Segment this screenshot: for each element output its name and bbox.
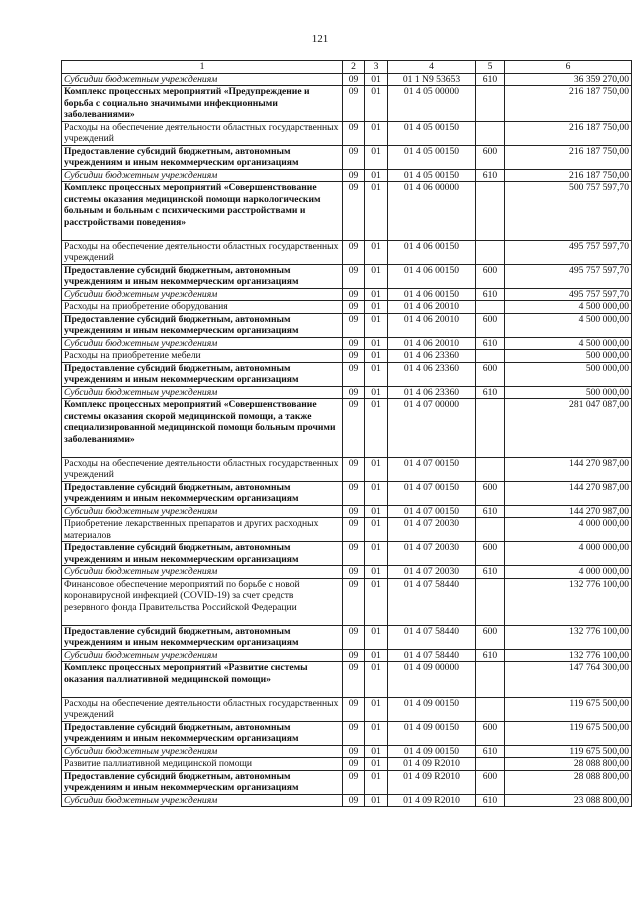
- table-row: [62, 313, 632, 337]
- row-section-cell: 09: [343, 794, 365, 807]
- row-expense-type-cell: 610: [476, 505, 505, 518]
- row-subsection-cell: 01: [365, 121, 388, 145]
- row-target-article-cell: 01 4 07 00150: [388, 481, 476, 505]
- table-row: [62, 770, 632, 794]
- row-amount-cell: 216 187 750,00: [505, 86, 632, 122]
- table-row: [62, 745, 632, 758]
- row-section-cell: 09: [343, 721, 365, 745]
- row-amount-cell: 132 776 100,00: [505, 649, 632, 662]
- row-amount-cell: 28 088 800,00: [505, 758, 632, 771]
- row-section-cell: 09: [343, 625, 365, 649]
- row-expense-type-cell: 610: [476, 337, 505, 350]
- row-subsection-cell: 01: [365, 745, 388, 758]
- row-subsection-cell: 01: [365, 169, 388, 182]
- row-subsection-cell: 01: [365, 481, 388, 505]
- row-name-cell: Субсидии бюджетным учреждениям: [62, 386, 343, 399]
- table-row: [62, 86, 632, 122]
- row-target-article-cell: 01 4 09 00150: [388, 697, 476, 721]
- row-amount-cell: 144 270 987,00: [505, 481, 632, 505]
- row-amount-cell: 4 500 000,00: [505, 337, 632, 350]
- table-row: [62, 121, 632, 145]
- table-row: [62, 399, 632, 458]
- row-target-article-cell: 01 4 05 00150: [388, 121, 476, 145]
- row-target-article-cell: 01 4 07 20030: [388, 518, 476, 542]
- row-target-article-cell: 01 4 07 58440: [388, 649, 476, 662]
- table-row: [62, 625, 632, 649]
- row-name-cell: Комплекс процессных мероприятий «Совершенствование системы оказания скорой медицинской помощи, а также специализированной медицинской помощи больным прочими заболеваниями»: [62, 399, 343, 458]
- table-row: [62, 662, 632, 698]
- row-section-cell: 09: [343, 121, 365, 145]
- row-expense-type-cell: 600: [476, 362, 505, 386]
- col-header-name: 1: [62, 61, 343, 74]
- row-section-cell: 09: [343, 169, 365, 182]
- row-expense-type-cell: 600: [476, 721, 505, 745]
- table-row: [62, 566, 632, 579]
- row-target-article-cell: 01 4 05 00150: [388, 169, 476, 182]
- row-target-article-cell: 01 4 07 20030: [388, 566, 476, 579]
- row-name-cell: Расходы на обеспечение деятельности областных государственных учреждений: [62, 697, 343, 721]
- row-name-cell: Предоставление субсидий бюджетным, автономным учреждениям и иным некоммерческим организациям: [62, 481, 343, 505]
- row-expense-type-cell: 610: [476, 169, 505, 182]
- row-target-article-cell: 01 4 07 00150: [388, 457, 476, 481]
- row-target-article-cell: 01 4 09 00000: [388, 662, 476, 698]
- row-subsection-cell: 01: [365, 505, 388, 518]
- row-subsection-cell: 01: [365, 542, 388, 566]
- row-section-cell: 09: [343, 182, 365, 241]
- row-section-cell: 09: [343, 145, 365, 169]
- row-target-article-cell: 01 4 07 00150: [388, 505, 476, 518]
- row-expense-type-cell: 600: [476, 625, 505, 649]
- row-subsection-cell: 01: [365, 288, 388, 301]
- row-section-cell: 09: [343, 350, 365, 363]
- table-row: [62, 288, 632, 301]
- row-expense-type-cell: [476, 697, 505, 721]
- row-amount-cell: 216 187 750,00: [505, 169, 632, 182]
- row-amount-cell: 144 270 987,00: [505, 505, 632, 518]
- col-header-target-article: 4: [388, 61, 476, 74]
- row-section-cell: 09: [343, 457, 365, 481]
- table-row: [62, 518, 632, 542]
- row-section-cell: 09: [343, 313, 365, 337]
- row-target-article-cell: 01 4 09 R2010: [388, 770, 476, 794]
- row-subsection-cell: 01: [365, 73, 388, 86]
- table-row: [62, 697, 632, 721]
- row-expense-type-cell: [476, 518, 505, 542]
- row-section-cell: 09: [343, 649, 365, 662]
- table-row: [62, 481, 632, 505]
- row-expense-type-cell: [476, 758, 505, 771]
- row-target-article-cell: 01 4 06 23360: [388, 362, 476, 386]
- table-row: [62, 362, 632, 386]
- row-section-cell: 09: [343, 386, 365, 399]
- row-target-article-cell: 01 4 06 00150: [388, 264, 476, 288]
- row-section-cell: 09: [343, 566, 365, 579]
- row-subsection-cell: 01: [365, 457, 388, 481]
- row-amount-cell: 119 675 500,00: [505, 745, 632, 758]
- row-section-cell: 09: [343, 301, 365, 314]
- row-name-cell: Субсидии бюджетным учреждениям: [62, 505, 343, 518]
- row-section-cell: 09: [343, 697, 365, 721]
- row-expense-type-cell: [476, 350, 505, 363]
- table-row: [62, 350, 632, 363]
- row-amount-cell: 216 187 750,00: [505, 121, 632, 145]
- row-subsection-cell: 01: [365, 649, 388, 662]
- table-row: [62, 758, 632, 771]
- row-amount-cell: 144 270 987,00: [505, 457, 632, 481]
- row-expense-type-cell: [476, 399, 505, 458]
- row-subsection-cell: 01: [365, 518, 388, 542]
- row-expense-type-cell: [476, 121, 505, 145]
- table-row: [62, 578, 632, 625]
- row-expense-type-cell: 610: [476, 288, 505, 301]
- row-name-cell: Расходы на обеспечение деятельности областных государственных учреждений: [62, 457, 343, 481]
- row-expense-type-cell: 600: [476, 313, 505, 337]
- row-name-cell: Расходы на приобретение оборудования: [62, 301, 343, 314]
- row-subsection-cell: 01: [365, 240, 388, 264]
- row-expense-type-cell: 600: [476, 481, 505, 505]
- row-amount-cell: 132 776 100,00: [505, 625, 632, 649]
- row-section-cell: 09: [343, 542, 365, 566]
- row-name-cell: Расходы на обеспечение деятельности областных государственных учреждений: [62, 121, 343, 145]
- row-section-cell: 09: [343, 578, 365, 625]
- col-header-expense-type: 5: [476, 61, 505, 74]
- row-section-cell: 09: [343, 745, 365, 758]
- row-target-article-cell: 01 4 06 20010: [388, 313, 476, 337]
- row-expense-type-cell: [476, 662, 505, 698]
- row-subsection-cell: 01: [365, 770, 388, 794]
- row-name-cell: Субсидии бюджетным учреждениям: [62, 794, 343, 807]
- row-section-cell: 09: [343, 662, 365, 698]
- row-target-article-cell: 01 4 09 R2010: [388, 794, 476, 807]
- row-target-article-cell: 01 4 07 58440: [388, 625, 476, 649]
- row-name-cell: Субсидии бюджетным учреждениям: [62, 169, 343, 182]
- row-expense-type-cell: 600: [476, 145, 505, 169]
- row-amount-cell: 119 675 500,00: [505, 697, 632, 721]
- row-name-cell: Предоставление субсидий бюджетным, автономным учреждениям и иным некоммерческим организациям: [62, 264, 343, 288]
- table-row: [62, 169, 632, 182]
- table-row: [62, 457, 632, 481]
- row-section-cell: 09: [343, 505, 365, 518]
- row-section-cell: 09: [343, 362, 365, 386]
- row-subsection-cell: 01: [365, 145, 388, 169]
- row-expense-type-cell: [476, 182, 505, 241]
- table-row: [62, 505, 632, 518]
- row-name-cell: Предоставление субсидий бюджетным, автономным учреждениям и иным некоммерческим организациям: [62, 625, 343, 649]
- row-subsection-cell: 01: [365, 264, 388, 288]
- table-row: [62, 240, 632, 264]
- row-subsection-cell: 01: [365, 350, 388, 363]
- table-row: [62, 145, 632, 169]
- row-amount-cell: 4 500 000,00: [505, 313, 632, 337]
- row-expense-type-cell: 600: [476, 770, 505, 794]
- row-name-cell: Предоставление субсидий бюджетным, автономным учреждениям и иным некоммерческим организациям: [62, 145, 343, 169]
- row-name-cell: Комплекс процессных мероприятий «Развитие системы оказания паллиативной медицинской помощи»: [62, 662, 343, 698]
- table-row: [62, 649, 632, 662]
- row-amount-cell: 500 000,00: [505, 362, 632, 386]
- col-header-section: 2: [343, 61, 365, 74]
- row-section-cell: 09: [343, 288, 365, 301]
- row-target-article-cell: 01 4 06 00150: [388, 240, 476, 264]
- row-name-cell: Субсидии бюджетным учреждениям: [62, 337, 343, 350]
- row-subsection-cell: 01: [365, 578, 388, 625]
- row-amount-cell: 36 359 270,00: [505, 73, 632, 86]
- row-target-article-cell: 01 1 N9 53653: [388, 73, 476, 86]
- table-row: [62, 721, 632, 745]
- row-amount-cell: 132 776 100,00: [505, 578, 632, 625]
- row-target-article-cell: 01 4 07 00000: [388, 399, 476, 458]
- row-name-cell: Расходы на обеспечение деятельности областных государственных учреждений: [62, 240, 343, 264]
- row-expense-type-cell: 610: [476, 794, 505, 807]
- row-amount-cell: 216 187 750,00: [505, 145, 632, 169]
- budget-table: [61, 60, 632, 807]
- row-amount-cell: 500 757 597,70: [505, 182, 632, 241]
- row-subsection-cell: 01: [365, 794, 388, 807]
- row-name-cell: Предоставление субсидий бюджетным, автономным учреждениям и иным некоммерческим организациям: [62, 542, 343, 566]
- row-name-cell: Субсидии бюджетным учреждениям: [62, 73, 343, 86]
- row-subsection-cell: 01: [365, 721, 388, 745]
- row-amount-cell: 4 000 000,00: [505, 542, 632, 566]
- row-expense-type-cell: [476, 578, 505, 625]
- row-amount-cell: 500 000,00: [505, 350, 632, 363]
- row-target-article-cell: 01 4 06 20010: [388, 337, 476, 350]
- row-name-cell: Субсидии бюджетным учреждениям: [62, 566, 343, 579]
- row-target-article-cell: 01 4 09 00150: [388, 745, 476, 758]
- row-subsection-cell: 01: [365, 337, 388, 350]
- row-target-article-cell: 01 4 06 23360: [388, 386, 476, 399]
- row-target-article-cell: 01 4 09 00150: [388, 721, 476, 745]
- col-header-amount: 6: [505, 61, 632, 74]
- table-row: [62, 73, 632, 86]
- row-section-cell: 09: [343, 758, 365, 771]
- row-amount-cell: 23 088 800,00: [505, 794, 632, 807]
- row-target-article-cell: 01 4 06 23360: [388, 350, 476, 363]
- row-target-article-cell: 01 4 06 20010: [388, 301, 476, 314]
- row-subsection-cell: 01: [365, 182, 388, 241]
- row-subsection-cell: 01: [365, 697, 388, 721]
- row-section-cell: 09: [343, 73, 365, 86]
- row-subsection-cell: 01: [365, 313, 388, 337]
- row-amount-cell: 4 000 000,00: [505, 518, 632, 542]
- row-subsection-cell: 01: [365, 86, 388, 122]
- row-subsection-cell: 01: [365, 362, 388, 386]
- row-target-article-cell: 01 4 07 20030: [388, 542, 476, 566]
- row-section-cell: 09: [343, 518, 365, 542]
- row-amount-cell: 119 675 500,00: [505, 721, 632, 745]
- table-row: [62, 386, 632, 399]
- row-target-article-cell: 01 4 06 00000: [388, 182, 476, 241]
- row-amount-cell: 495 757 597,70: [505, 288, 632, 301]
- row-subsection-cell: 01: [365, 301, 388, 314]
- row-target-article-cell: 01 4 05 00000: [388, 86, 476, 122]
- table-header-row: [62, 61, 632, 74]
- table-row: [62, 794, 632, 807]
- row-amount-cell: 495 757 597,70: [505, 240, 632, 264]
- row-amount-cell: 147 764 300,00: [505, 662, 632, 698]
- row-name-cell: Субсидии бюджетным учреждениям: [62, 745, 343, 758]
- row-subsection-cell: 01: [365, 662, 388, 698]
- row-name-cell: Развитие паллиативной медицинской помощи: [62, 758, 343, 771]
- row-section-cell: 09: [343, 337, 365, 350]
- row-expense-type-cell: 610: [476, 566, 505, 579]
- row-expense-type-cell: 600: [476, 542, 505, 566]
- row-name-cell: Приобретение лекарственных препаратов и других расходных материалов: [62, 518, 343, 542]
- row-amount-cell: 500 000,00: [505, 386, 632, 399]
- table-row: [62, 301, 632, 314]
- row-name-cell: Предоставление субсидий бюджетным, автономным учреждениям и иным некоммерческим организациям: [62, 770, 343, 794]
- row-expense-type-cell: 610: [476, 73, 505, 86]
- row-target-article-cell: 01 4 09 R2010: [388, 758, 476, 771]
- row-subsection-cell: 01: [365, 386, 388, 399]
- row-subsection-cell: 01: [365, 399, 388, 458]
- row-name-cell: Предоставление субсидий бюджетным, автономным учреждениям и иным некоммерческим организациям: [62, 721, 343, 745]
- row-name-cell: Субсидии бюджетным учреждениям: [62, 649, 343, 662]
- page-number: 121: [311, 33, 329, 45]
- row-expense-type-cell: 600: [476, 264, 505, 288]
- row-expense-type-cell: [476, 86, 505, 122]
- row-subsection-cell: 01: [365, 566, 388, 579]
- row-section-cell: 09: [343, 264, 365, 288]
- row-expense-type-cell: [476, 301, 505, 314]
- row-name-cell: Предоставление субсидий бюджетным, автономным учреждениям и иным некоммерческим организациям: [62, 313, 343, 337]
- row-name-cell: Финансовое обеспечение мероприятий по борьбе с новой коронавирусной инфекцией (COVID-19) за счет средств резервного фонда Правительства Российской Федерации: [62, 578, 343, 625]
- row-name-cell: Комплекс процессных мероприятий «Совершенствование системы оказания медицинской помощи наркологическим больным и больным с психическими расстройствами и расстройствами поведения»: [62, 182, 343, 241]
- col-header-subsection: 3: [365, 61, 388, 74]
- row-expense-type-cell: [476, 457, 505, 481]
- row-amount-cell: 281 047 087,00: [505, 399, 632, 458]
- row-expense-type-cell: [476, 240, 505, 264]
- row-amount-cell: 28 088 800,00: [505, 770, 632, 794]
- row-expense-type-cell: 610: [476, 649, 505, 662]
- row-target-article-cell: 01 4 07 58440: [388, 578, 476, 625]
- row-expense-type-cell: 610: [476, 386, 505, 399]
- row-name-cell: Предоставление субсидий бюджетным, автономным учреждениям и иным некоммерческим организациям: [62, 362, 343, 386]
- row-name-cell: Субсидии бюджетным учреждениям: [62, 288, 343, 301]
- table-row: [62, 264, 632, 288]
- table-row: [62, 182, 632, 241]
- row-section-cell: 09: [343, 770, 365, 794]
- row-section-cell: 09: [343, 399, 365, 458]
- row-section-cell: 09: [343, 86, 365, 122]
- row-amount-cell: 4 000 000,00: [505, 566, 632, 579]
- row-name-cell: Расходы на приобретение мебели: [62, 350, 343, 363]
- row-section-cell: 09: [343, 240, 365, 264]
- row-section-cell: 09: [343, 481, 365, 505]
- row-subsection-cell: 01: [365, 758, 388, 771]
- row-subsection-cell: 01: [365, 625, 388, 649]
- row-expense-type-cell: 610: [476, 745, 505, 758]
- row-target-article-cell: 01 4 06 00150: [388, 288, 476, 301]
- row-target-article-cell: 01 4 05 00150: [388, 145, 476, 169]
- table-body: [62, 73, 632, 807]
- row-name-cell: Комплекс процессных мероприятий «Предупреждение и борьба с социально значимыми инфекционными заболеваниями»: [62, 86, 343, 122]
- row-amount-cell: 4 500 000,00: [505, 301, 632, 314]
- table-row: [62, 337, 632, 350]
- table-row: [62, 542, 632, 566]
- row-amount-cell: 495 757 597,70: [505, 264, 632, 288]
